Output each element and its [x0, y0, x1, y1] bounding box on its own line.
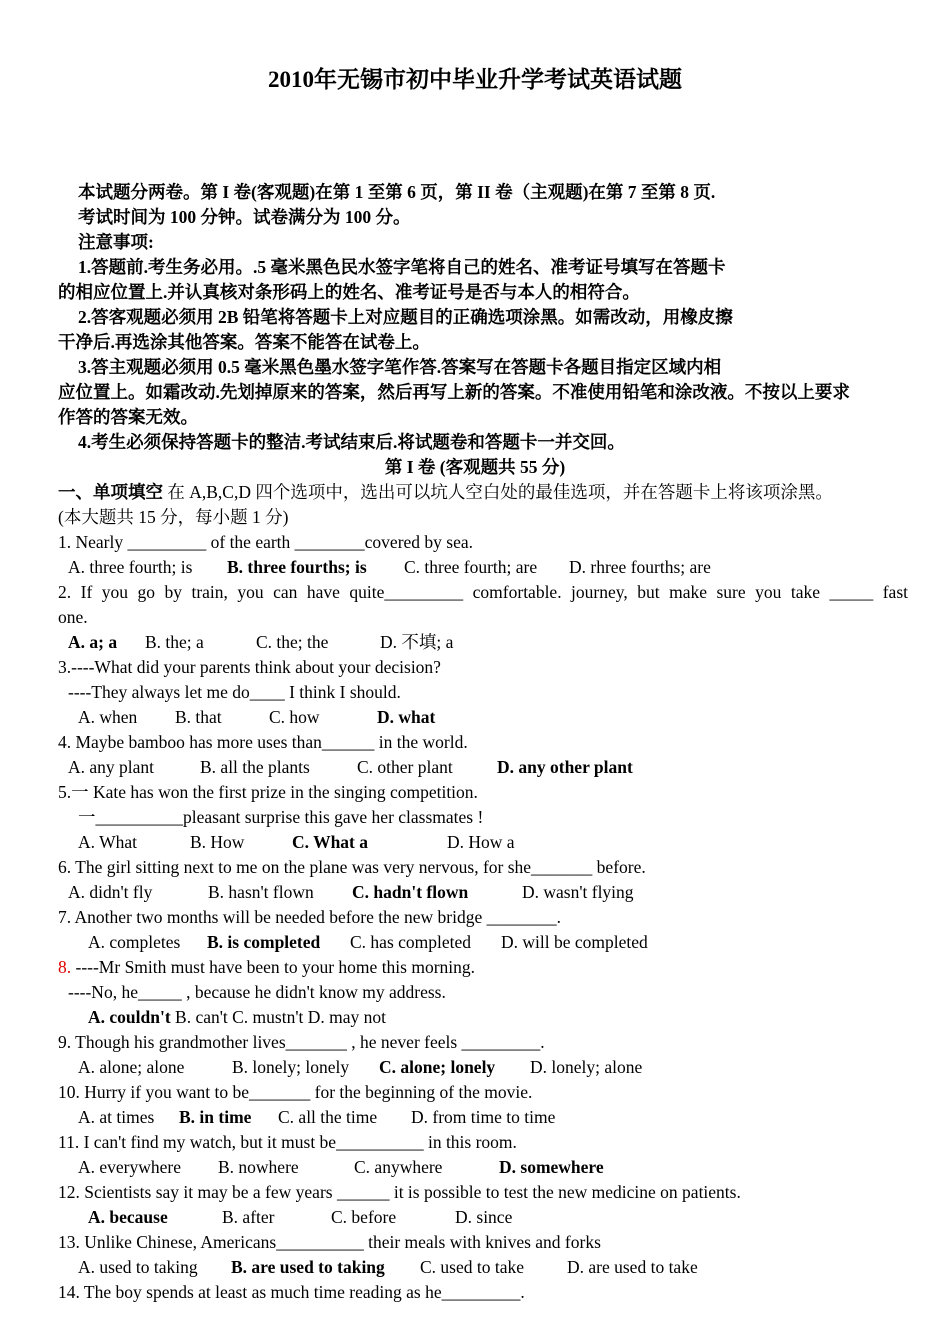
- option-a: A. everywhere: [78, 1157, 182, 1177]
- instruction-line: 本试题分两卷。第 I 卷(客观题)在第 1 至第 6 页，第 II 卷（主观题)在第 7 至第 8 页.: [78, 182, 716, 202]
- exam-title: 2010年无锡市初中毕业升学考试英语试题: [268, 67, 682, 92]
- question-stem: 3.----What did your parents think about your decision?: [58, 657, 441, 677]
- question-options: [0, 755, 950, 780]
- option-d: D. 不填; a: [380, 632, 454, 652]
- option-a: A. alone; alone: [78, 1057, 185, 1077]
- instruction-line: 考试时间为 100 分钟。试卷满分为 100 分。: [78, 207, 411, 227]
- question-stem: 14. The boy spends at least as much time reading as he_________.: [58, 1282, 525, 1302]
- question-stem: 12. Scientists say it may be a few years ______ it is possible to test the new medicine on patients.: [58, 1182, 741, 1202]
- option-c: C. has completed: [350, 932, 472, 952]
- question-options: [0, 705, 950, 730]
- option-c: C. used to take: [420, 1257, 525, 1277]
- question-options: [0, 880, 950, 905]
- question-stem-continued: ----No, he_____ , because he didn't know my address.: [68, 982, 446, 1002]
- instruction-line: 3.答主观题必须用 0.5 毫米黑色墨水签字笔作答.答案写在答题卡各题目指定区域内相: [78, 357, 722, 377]
- question-stem: 6. The girl sitting next to me on the plane was very nervous, for she_______ before.: [58, 857, 646, 877]
- instruction-line: 注意事项:: [78, 232, 154, 252]
- question-text: ----Mr Smith must have been to your home this morning.: [71, 957, 476, 977]
- option-c: C. how: [269, 707, 320, 727]
- question-stem: 9. Though his grandmother lives_______ , he never feels _________.: [58, 1032, 545, 1052]
- option-b: B. nowhere: [218, 1157, 299, 1177]
- option-a: A. because: [88, 1207, 168, 1227]
- question-stem: 10. Hurry if you want to be_______ for the beginning of the movie.: [58, 1082, 533, 1102]
- part-note: (本大题共 15 分，每小题 1 分): [58, 507, 289, 527]
- option-a: A. a; a: [68, 632, 118, 652]
- option-d: D. somewhere: [499, 1157, 604, 1177]
- question-stem-continued: 一__________pleasant surprise this gave her classmates !: [78, 807, 484, 827]
- instruction-line: 1.答题前.考生务必用。.5 毫米黑色民水签字笔将自己的姓名、准考证号填写在答题卡: [78, 257, 726, 277]
- question-options: [0, 930, 950, 955]
- option-b: B. How: [190, 832, 245, 852]
- option-a: A. at times: [78, 1107, 155, 1127]
- option-d: D. lonely; alone: [530, 1057, 643, 1077]
- option-b: B. in time: [179, 1107, 252, 1127]
- option-d: D. wasn't flying: [522, 882, 634, 902]
- question-stem-continued: one.: [58, 607, 88, 627]
- section-heading: 第 I 卷 (客观题共 55 分): [384, 457, 566, 477]
- option-d: D. what: [377, 707, 436, 727]
- instruction-line: 的相应位置上.并认真核对条形码上的姓名、准考证号是否与本人的相符合。: [58, 282, 640, 302]
- part-title: 一、单项填空: [58, 482, 163, 502]
- question-stem: 1. Nearly _________ of the earth ________covered by sea.: [58, 532, 474, 552]
- option-d: D. any other plant: [497, 757, 633, 777]
- question-stem: [58, 955, 475, 980]
- question-options: [0, 830, 950, 855]
- instruction-line: 作答的答案无效。: [58, 407, 198, 427]
- option-a: A. completes: [88, 932, 181, 952]
- option-a: A. What: [78, 832, 137, 852]
- option-d: D. from time to time: [411, 1107, 556, 1127]
- option-b: B. all the plants: [200, 757, 310, 777]
- question-stem-continued: ----They always let me do____ I think I should.: [68, 682, 401, 702]
- options-rest: B. can't C. mustn't D. may not: [170, 1007, 386, 1027]
- option-b: B. after: [222, 1207, 275, 1227]
- option-c: C. anywhere: [354, 1157, 443, 1177]
- question-number: 8.: [58, 957, 72, 977]
- question-options: [0, 630, 950, 655]
- option-c: C. the; the: [256, 632, 329, 652]
- option-c: C. before: [331, 1207, 397, 1227]
- question-stem: 13. Unlike Chinese, Americans__________ their meals with knives and forks: [58, 1232, 601, 1252]
- question-stem: 7. Another two months will be needed before the new bridge ________.: [58, 907, 562, 927]
- option-b: B. lonely; lonely: [232, 1057, 350, 1077]
- question-stem: 5.一 Kate has won the first prize in the singing competition.: [58, 782, 478, 802]
- option-d: D. How a: [447, 832, 515, 852]
- option-a: A. used to taking: [78, 1257, 198, 1277]
- option-a: A. any plant: [68, 757, 155, 777]
- option-a: A. three fourth; is: [68, 557, 193, 577]
- option-c: C. alone; lonely: [379, 1057, 496, 1077]
- part-description: 在 A,B,C,D 四个选项中，选出可以坑人空白处的最佳选项，并在答题卡上将该项涂黑。: [163, 482, 833, 502]
- option-d: D. since: [455, 1207, 513, 1227]
- option-b: B. is completed: [207, 932, 321, 952]
- question-options: [0, 1055, 950, 1080]
- instruction-line: 4.考生必须保持答题卡的整洁.考试结束后.将试题卷和答题卡一并交回。: [78, 432, 625, 452]
- option-c: C. three fourth; are: [404, 557, 538, 577]
- question-options: [0, 1155, 950, 1180]
- option-a: A. didn't fly: [68, 882, 153, 902]
- option-c: C. hadn't flown: [352, 882, 469, 902]
- option-d: D. are used to take: [567, 1257, 698, 1277]
- question-stem: 4. Maybe bamboo has more uses than______ in the world.: [58, 732, 468, 752]
- question-options: [88, 1005, 386, 1030]
- question-options: [0, 1105, 950, 1130]
- question-options: [0, 555, 950, 580]
- option-c: C. other plant: [357, 757, 453, 777]
- question-stem: 11. I can't find my watch, but it must be__________ in this room.: [58, 1132, 517, 1152]
- option-a: A. when: [78, 707, 138, 727]
- instruction-line: 2.答客观题必须用 2B 铅笔将答题卡上对应题目的正确选项涂黑。如需改动，用橡皮擦: [78, 307, 733, 327]
- option-b: B. three fourths; is: [227, 557, 367, 577]
- question-options: [0, 1255, 950, 1280]
- option-a: A. couldn't: [88, 1007, 171, 1027]
- part-header: [58, 480, 833, 505]
- option-c: C. all the time: [278, 1107, 378, 1127]
- question-stem: 2. If you go by train, you can have quite_________ comfortable. journey, but make sure you take _____ fast: [58, 582, 908, 602]
- option-b: B. the; a: [145, 632, 204, 652]
- question-options: [0, 1205, 950, 1230]
- option-b: B. hasn't flown: [208, 882, 314, 902]
- option-b: B. that: [175, 707, 222, 727]
- instruction-line: 应位置上。如霜改动.先划掉原来的答案，然后再写上新的答案。不准使用铅笔和涂改液。不按以上要求: [58, 382, 850, 402]
- option-b: B. are used to taking: [231, 1257, 385, 1277]
- option-c: C. What a: [292, 832, 369, 852]
- option-d: D. rhree fourths; are: [569, 557, 711, 577]
- instruction-line: 干净后.再选涂其他答案。答案不能答在试卷上。: [58, 332, 430, 352]
- option-d: D. will be completed: [501, 932, 648, 952]
